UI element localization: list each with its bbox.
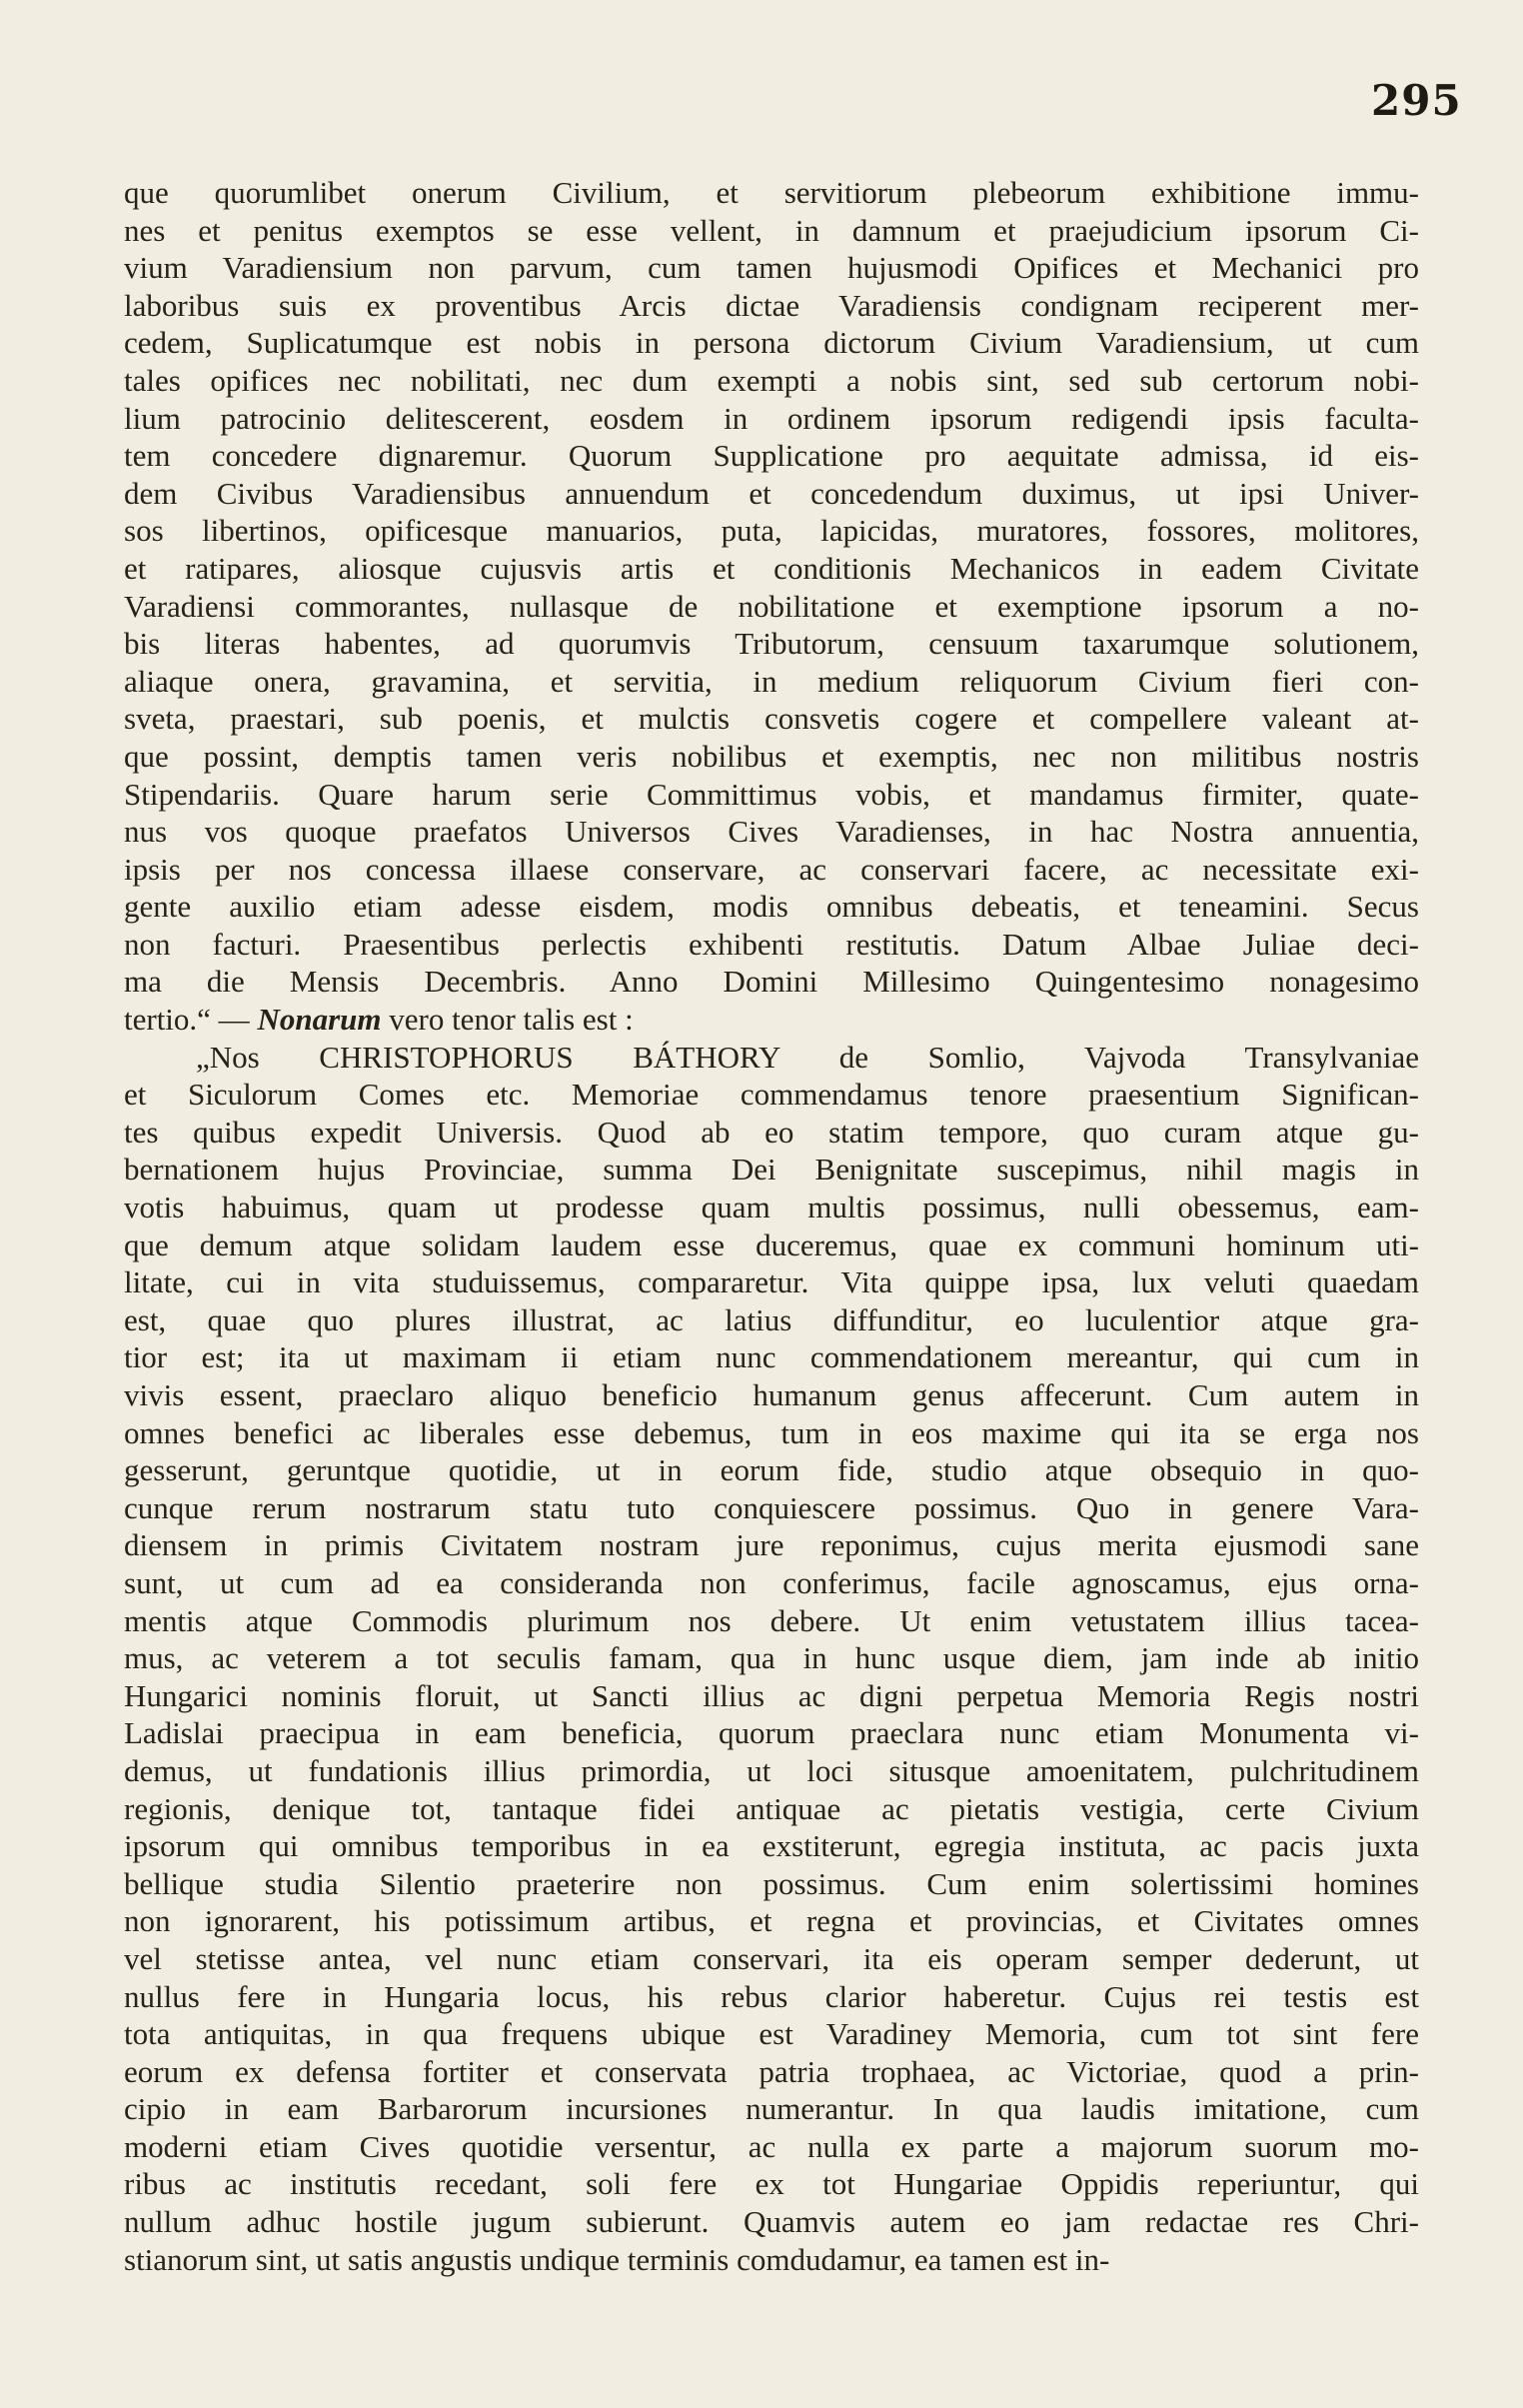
text-line: bis literas habentes, ad quorumvis Tributorum, censuum taxarumque solutionem, [124,626,1419,662]
text-line: litate, cui in vita studuissemus, compararetur. Vita quippe ipsa, lux veluti quaedam [124,1264,1419,1300]
text-line: Hungarici nominis floruit, ut Sancti illius ac digni perpetua Memoria Regis nostri [124,1677,1419,1713]
text-line: dem Civibus Varadiensibus annuendum et concedendum duximus, ut ipsi Univer- [124,475,1419,511]
text-line: ribus ac institutis recedant, soli fere ex tot Hungariae Oppidis reperiuntur, qui [124,2166,1419,2202]
text-line: que quorumlibet onerum Civilium, et servitiorum plebeorum exhibitione immu- [124,175,1419,210]
text-line: cunque rerum nostrarum statu tuto conquiescere possimus. Quo in genere Vara- [124,1489,1419,1525]
text-line: que possint, demptis tamen veris nobilibus et exemptis, nec non militibus nostris [124,738,1419,774]
text-line: non ignorarent, his potissimum artibus, et regna et provincias, et Civitates omnes [124,1903,1419,1939]
text-line: lium patrocinio delitescerent, eosdem in ordinem ipsorum redigendi ipsis faculta- [124,400,1419,436]
text-line: omnes benefici ac liberales esse debemus, tum in eos maxime qui ita se erga nos [124,1414,1419,1450]
text-line: moderni etiam Cives quotidie versentur, ac nulla ex parte a majorum suorum mo- [124,2128,1419,2164]
body-text [124,174,1419,2278]
text-line: nes et penitus exemptos se esse vellent, in damnum et praejudicium ipsorum Ci- [124,212,1419,248]
closing-text: vero tenor talis est : [381,1002,634,1038]
text-line: tales opifices nec nobilitati, nec dum exempti a nobis sint, sed sub certorum nobi- [124,362,1419,398]
text-line: Varadiensi commorantes, nullasque de nobilitatione et exemptione ipsorum a no- [124,588,1419,624]
text-line: regionis, denique tot, tantaque fidei antiquae ac pietatis vestigia, certe Civium [124,1790,1419,1826]
text-line: ipsorum qui omnibus temporibus in ea exstiterunt, egregia instituta, ac pacis juxta [124,1828,1419,1864]
text-line: diensem in primis Civitatem nostram jure reponimus, cujus merita ejusmodi sane [124,1527,1419,1563]
text-line: et ratipares, aliosque cujusvis artis et conditionis Mechanicos in eadem Civitate [124,550,1419,586]
text-line: que demum atque solidam laudem esse duceremus, quae ex communi hominum uti- [124,1226,1419,1262]
text-line: nullus fere in Hungaria locus, his rebus clarior haberetur. Cujus rei testis est [124,1978,1419,2014]
text-line: cipio in eam Barbarorum incursiones numerantur. In qua laudis imitatione, cum [124,2091,1419,2127]
text-line: bellique studia Silentio praeterire non possimus. Cum enim solertissimi homines [124,1865,1419,1901]
text-line: gesserunt, geruntque quotidie, ut in eorum fide, studio atque obsequio in quo- [124,1452,1419,1488]
text-line: est, quae quo plures illustrat, ac latius diffunditur, eo luculentior atque gra- [124,1301,1419,1337]
text-line: gente auxilio etiam adesse eisdem, modis omnibus debeatis, et teneamini. Secus [124,889,1419,925]
text-line: nullum adhuc hostile jugum subierunt. Quamvis autem eo jam redactae res Chri- [124,2204,1419,2240]
text-line: Ladislai praecipua in eam beneficia, quorum praeclara nunc etiam Monumenta vi- [124,1715,1419,1751]
text-line: tior est; ita ut maximam ii etiam nunc commendationem mereantur, qui cum in [124,1339,1419,1375]
text-line: vel stetisse antea, vel nunc etiam conservari, ita eis operam semper dederunt, ut [124,1940,1419,1976]
text-line: eorum ex defensa fortiter et conservata patria trophaea, ac Victoriae, quod a prin- [124,2053,1419,2089]
text-line: tes quibus expedit Universis. Quod ab eo statim tempore, quo curam atque gu- [124,1114,1419,1150]
italic-word: Nonarum [257,1002,382,1038]
text-line: votis habuimus, quam ut prodesse quam multis possimus, nulli obessemus, eam- [124,1190,1419,1225]
text-line: stianorum sint, ut satis angustis undique terminis comdudamur, ea tamen est in- [124,2241,1110,2277]
text-line-closing [124,1001,1419,1039]
text-line: ipsis per nos concessa illaese conservare, ac conservari facere, ac necessitate exi- [124,851,1419,887]
closing-text: tertio.“ — [124,1002,258,1038]
text-line: tem concedere dignaremur. Quorum Supplicatione pro aequitate admissa, id eis- [124,438,1419,474]
text-line: bernationem hujus Provinciae, summa Dei Benignitate suscepimus, nihil magis in [124,1152,1419,1188]
text-line: cedem, Suplicatumque est nobis in persona dictorum Civium Varadiensium, ut cum [124,325,1419,361]
text-line: mus, ac veterem a tot seculis famam, qua in hunc usque diem, jam inde ab initio [124,1640,1419,1676]
text-line: tota antiquitas, in qua frequens ubique est Varadiney Memoria, cum tot sint fere [124,2016,1419,2052]
text-line: vivis essent, praeclaro aliquo beneficio humanum genus affecerunt. Cum autem in [124,1377,1419,1412]
text-line: nus vos quoque praefatos Universos Cives Varadienses, in hac Nostra annuentia, [124,814,1419,850]
text-line: demus, ut fundationis illius primordia, ut loci situsque amoenitatem, pulchritudinem [124,1752,1419,1788]
text-line: Stipendariis. Quare harum serie Committimus vobis, et mandamus firmiter, quate- [124,776,1419,812]
text-line: mentis atque Commodis plurimum nos debere. Ut enim vetustatem illius tacea- [124,1602,1419,1638]
page-number: 295 [1371,76,1462,125]
text-line: „Nos CHRISTOPHORUS BÁTHORY de Somlio, Vajvoda Transylvaniae [196,1039,1419,1075]
text-line: sveta, praestari, sub poenis, et mulctis consvetis cogere et compellere valeant at- [124,701,1419,737]
text-line: aliaque onera, gravamina, et servitia, in medium reliquorum Civium fieri con- [124,663,1419,699]
text-line: sunt, ut cum ad ea consideranda non conferimus, facile agnoscamus, ejus orna- [124,1564,1419,1600]
text-line: non facturi. Praesentibus perlectis exhibenti restitutis. Datum Albae Juliae deci- [124,926,1419,962]
text-line: sos libertinos, opificesque manuarios, puta, lapicidas, muratores, fossores, molitores, [124,513,1419,549]
text-line: et Siculorum Comes etc. Memoriae commendamus tenore praesentium Significan- [124,1077,1419,1113]
text-line: vium Varadiensium non parvum, cum tamen hujusmodi Opifices et Mechanici pro [124,250,1419,286]
text-line: ma die Mensis Decembris. Anno Domini Millesimo Quingentesimo nonagesimo [124,964,1419,1000]
text-line: laboribus suis ex proventibus Arcis dictae Varadiensis condignam reciperent mer- [124,287,1419,323]
